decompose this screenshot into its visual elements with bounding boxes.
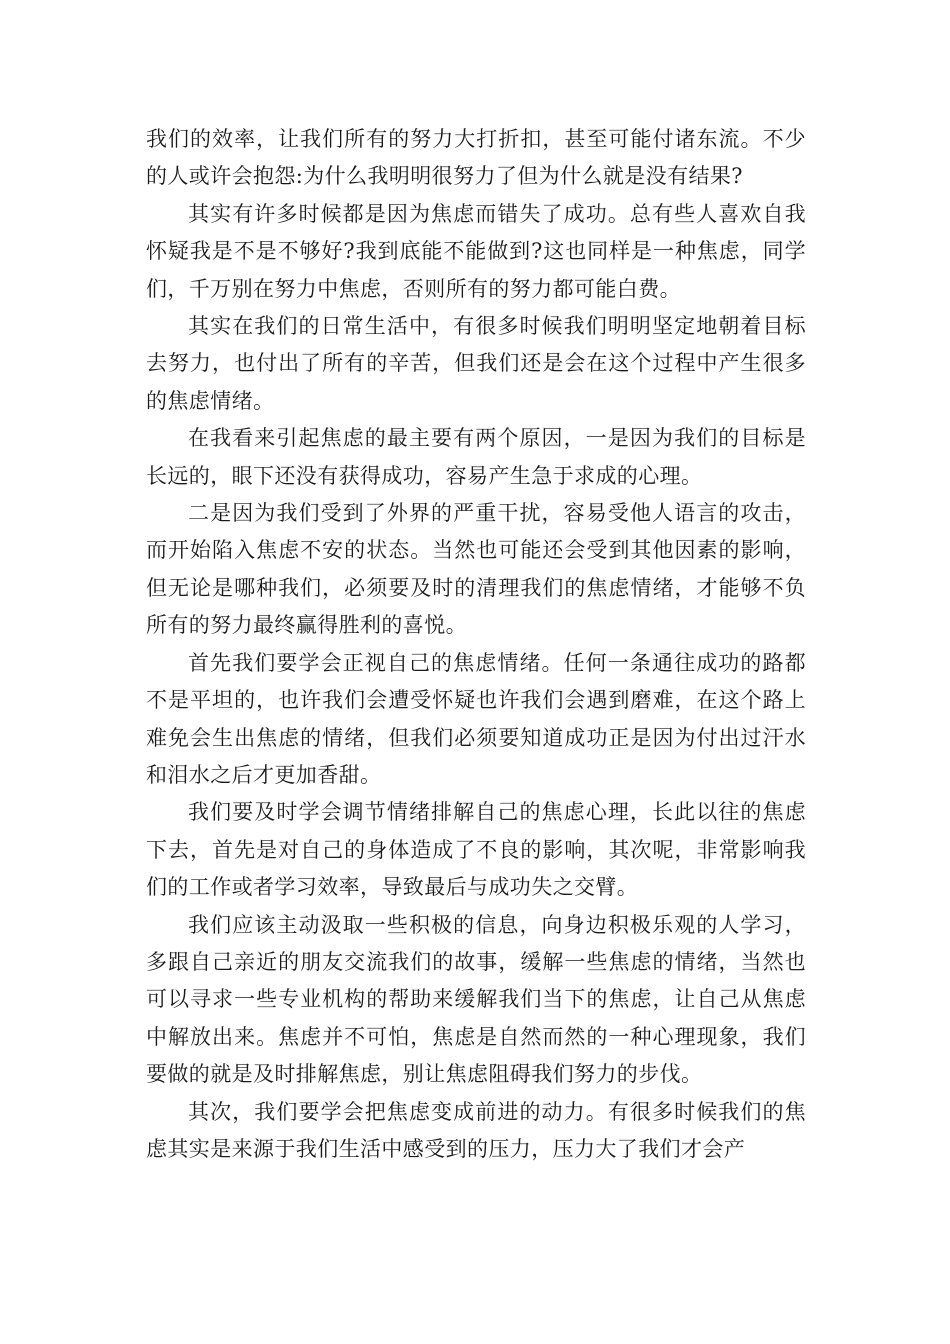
paragraph-9: 其次，我们要学会把焦虑变成前进的动力。有很多时候我们的焦虑其实是来源于我们生活中感受到的压力，压力大了我们才会产 (146, 1099, 806, 1161)
paragraph-3: 其实在我们的日常生活中，有很多时候我们明明坚定地朝着目标去努力，也付出了所有的辛苦，但我们还是会在这个过程中产生很多的焦虑情绪。 (146, 314, 806, 413)
paragraph-7: 我们要及时学会调节情绪排解自己的焦虑心理，长此以往的焦虑下去，首先是对自己的身体造成了不良的影响，其次呢，非常影响我们的工作或者学习效率，导致最后与成功失之交臂。 (146, 800, 806, 900)
paragraph-4: 在我看来引起焦虑的最主要有两个原因，一是因为我们的目标是长远的，眼下还没有获得成功，容易产生急于求成的心理。 (146, 426, 806, 488)
paragraph-2: 其实有许多时候都是因为焦虑而错失了成功。总有些人喜欢自我怀疑我是不是不够好?我到底能不能做到?这也同样是一种焦虑，同学们，千万别在努力中焦虑，否则所有的努力都可能白费。 (146, 201, 806, 301)
paragraph-1: 我们的效率，让我们所有的努力大打折扣，甚至可能付诸东流。不少的人或许会抱怨:为什么我明明很努力了但为什么就是没有结果? (146, 127, 806, 189)
paragraph-8: 我们应该主动汲取一些积极的信息，向身边积极乐观的人学习，多跟自己亲近的朋友交流我们的故事，缓解一些焦虑的情绪，当然也可以寻求一些专业机构的帮助来缓解我们当下的焦虑，让自己从焦虑中解放出来。焦虑并不可怕，焦虑是自然而然的一种心理现象，我们要做的就是及时排解焦虑，别让焦虑阻碍我们努力的步伐。 (146, 912, 806, 1087)
document-body (146, 121, 806, 1168)
paragraph-6: 首先我们要学会正视自己的焦虑情绪。任何一条通往成功的路都不是平坦的，也许我们会遭受怀疑也许我们会遇到磨难，在这个路上难免会生出焦虑的情绪，但我们必须要知道成功正是因为付出过汗水和泪水之后才更加香甜。 (146, 650, 806, 787)
paragraph-5: 二是因为我们受到了外界的严重干扰，容易受他人语言的攻击，而开始陷入焦虑不安的状态。当然也可能还会受到其他因素的影响，但无论是哪种我们，必须要及时的清理我们的焦虑情绪，才能够不负所有的努力最终赢得胜利的喜悦。 (146, 501, 806, 638)
